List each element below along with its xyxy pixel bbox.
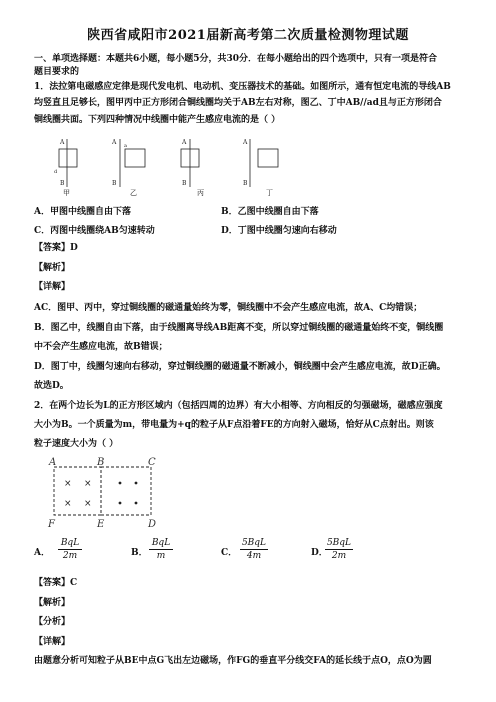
q1-stem-line3: 铜线圈共面。下列四种情况中线圈中能产生感应电流的是（ ）: [34, 115, 281, 125]
q2-stem-line1: 2．在两个边长为L的正方形区域内（包括四周的边界）有大小相等、方向相反的匀强磁场，磁感应强度: [34, 401, 443, 411]
svg-text:B: B: [182, 180, 187, 187]
q1-caption-bing: 丙: [197, 189, 204, 197]
field-into-page-marks: [64, 479, 92, 509]
q1-answer: 【答案】D: [34, 243, 78, 253]
q2-option-c-denominator: 4m: [246, 551, 262, 561]
svg-text:×: ×: [64, 499, 72, 509]
svg-text:A: A: [182, 139, 187, 146]
q1-explanation-5: 故选D。: [34, 381, 69, 391]
q1-caption-jia: 甲: [63, 189, 70, 197]
point-f-label: F: [48, 519, 55, 530]
q2-option-d-denominator: 2m: [331, 551, 347, 561]
point-a-label: A: [49, 457, 57, 468]
q1-analysis-label: 【解析】: [34, 263, 71, 273]
svg-text:A: A: [112, 139, 117, 146]
document-title: 陕西省咸阳市2021届新高考第二次质量检测物理试题: [87, 28, 409, 43]
q2-field-figure: [40, 455, 175, 530]
q2-option-a-label: A．: [34, 548, 50, 558]
q1-option-c: C．丙图中线圈绕AB匀速转动: [34, 226, 155, 236]
point-b-label: B: [97, 457, 105, 468]
svg-text:×: ×: [64, 479, 72, 489]
q2-analysis-label: 【解析】: [34, 598, 71, 608]
svg-text:d: d: [54, 169, 58, 175]
q2-option-c-numerator: 5BqL: [241, 538, 267, 548]
q2-fenxi-label: 【分析】: [34, 617, 71, 627]
q1-detail-label: 【详解】: [34, 282, 71, 292]
q1-caption-ding: 丁: [266, 189, 273, 197]
q1-explanation-4: D．图丁中，线圈匀速向右移动，穿过铜线圈的磁通量不断减小，铜线圈中会产生感应电流，故D正确。: [34, 362, 446, 372]
q1-explanation-1: AC．图甲、丙中，穿过铜线圈的磁通量始终为零，铜线圈中不会产生感应电流，故A、C均错误；: [34, 303, 423, 313]
q1-stem-line1: 1．法拉第电磁感应定律是现代发电机、电动机、变压器技术的基础。如图所示，通有恒定电流的导线AB: [34, 82, 451, 92]
q2-stem-line2: 大小为B。一个质量为m，带电量为+q的粒子从F点沿着FE的方向射入磁场，恰好从C点射出。则该: [34, 420, 434, 430]
svg-text:×: ×: [84, 499, 92, 509]
q1-fig-ding: [242, 139, 278, 187]
q2-option-a-fraction: [58, 538, 82, 561]
svg-text:B: B: [60, 180, 65, 187]
q1-stem-line2: 均竖直且足够长，图甲丙中正方形闭合铜线圈均关于AB左右对称，图乙、丁中AB//ad且与正方形闭合: [34, 98, 442, 108]
q1-figures: [50, 135, 290, 197]
q2-option-b-label: B．: [131, 548, 148, 558]
q1-explanation-2: B．图乙中，线圈自由下落，由于线圈离导线AB距离不变，所以穿过铜线圈的磁通量始终不变，铜线圈: [34, 323, 444, 333]
q1-option-b: B．乙图中线圈自由下落: [221, 207, 319, 217]
q2-option-d-label: D．: [311, 548, 328, 558]
q1-fig-yi: [111, 139, 145, 187]
q2-option-a-denominator: 2m: [62, 551, 78, 561]
section1-heading: 一、单项选择题：本题共6小题，每小题5分，共30分．在每小题给出的四个选项中，只有一项是符合: [34, 54, 438, 64]
section1-heading-cont: 题目要求的: [34, 67, 80, 77]
point-d-label: D: [148, 519, 157, 530]
q1-option-a: A．甲图中线圈自由下落: [34, 207, 131, 217]
q2-explanation-1: 由题意分析可知粒子从BE中点G飞出左边磁场，作FG的垂直平分线交FA的延长线于点O，点O为圆: [34, 656, 432, 666]
q2-option-a-numerator: BqL: [60, 538, 80, 548]
svg-text:a: a: [124, 143, 127, 149]
q2-option-d-numerator: 5BqL: [326, 538, 352, 548]
svg-text:A: A: [60, 139, 65, 146]
q1-caption-yi: 乙: [130, 189, 137, 197]
q1-option-d: D．丁图中线圈匀速向右移动: [221, 226, 337, 236]
q2-option-d-fraction: [325, 538, 353, 561]
q2-option-b-fraction: [149, 538, 173, 561]
q2-detail-label: 【详解】: [34, 637, 71, 647]
svg-text:B: B: [243, 180, 248, 187]
q1-fig-bing: [181, 139, 199, 187]
q2-stem-line3: 粒子速度大小为（ ）: [34, 439, 119, 449]
q2-option-b-denominator: m: [156, 551, 166, 561]
q2-option-c-label: C．: [221, 548, 238, 558]
point-c-label: C: [148, 457, 156, 468]
q2-option-c-fraction: [240, 538, 268, 561]
svg-text:×: ×: [84, 479, 92, 489]
q2-answer: 【答案】C: [34, 578, 78, 588]
point-e-label: E: [97, 519, 105, 530]
svg-text:B: B: [112, 180, 117, 187]
q2-option-b-numerator: BqL: [151, 538, 171, 548]
q1-explanation-3: 中不会产生感应电流，故B错误；: [34, 342, 168, 352]
field-out-of-page-marks: [119, 482, 138, 505]
svg-text:A: A: [243, 139, 248, 146]
q1-fig-jia: [54, 139, 77, 187]
